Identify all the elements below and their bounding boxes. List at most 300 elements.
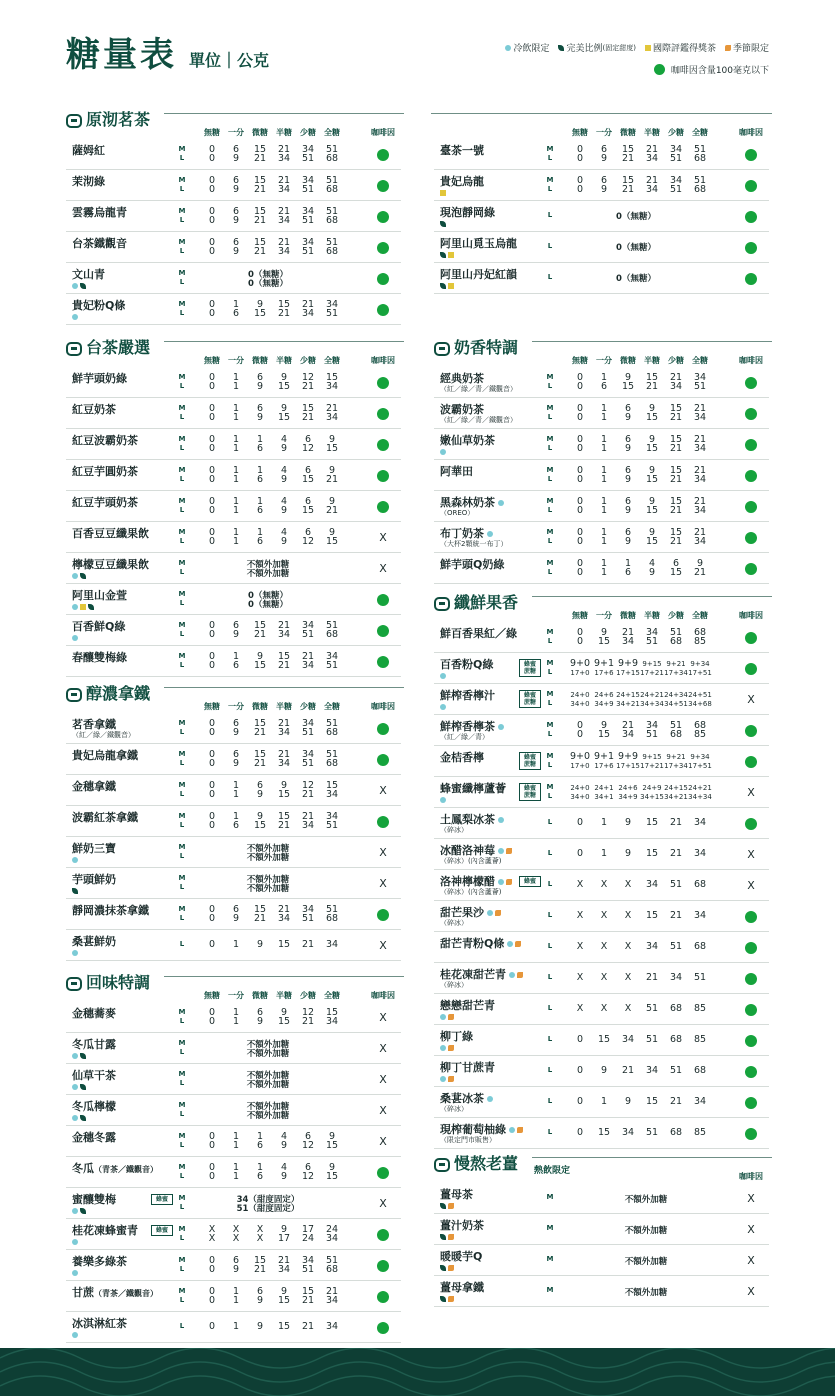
item-subtitle: （紅／綠／青／鐵觀音） [440,385,517,393]
item-name: 蜜釀雙梅 [72,1193,116,1206]
sugar-value: 0 [208,651,216,662]
sugar-note: 不額外加糖 [624,1257,668,1267]
table-row [66,775,401,806]
sugar-value: 17+0 [570,669,590,677]
sugar-value: 51 [669,153,683,164]
size-label: L [179,852,185,860]
size-label: L [179,1265,185,1273]
season-icon [506,848,512,854]
size-label: M [178,300,186,308]
caffeine-dot-icon [377,656,389,668]
sugar-value: 6 [256,536,264,547]
sugar-value: 9 [328,496,336,507]
size-label: L [547,1035,553,1043]
caffeine-dot-icon [745,563,757,575]
column-header-cell: 全糖 [692,356,708,365]
snow-icon [72,857,78,863]
caffeine-dot-icon [377,149,389,161]
snow-icon [498,500,504,506]
size-label: L [179,1141,185,1149]
size-label: L [179,759,185,767]
sugar-value: 34 [645,627,659,638]
size-label: L [547,413,553,421]
sugar-value: X [576,972,584,983]
size-label: M [546,404,554,412]
item-icons [72,1052,88,1059]
size-label: L [179,568,185,576]
item-name: 茗香拿鐵 [72,718,116,731]
sugar-value: 1 [600,443,608,454]
sugar-value: X [576,941,584,952]
size-label: L [179,1296,185,1304]
item-name: 蜂蜜纖檸蘆薈 [440,782,506,795]
sweetener-tag: 蜂蜜 蔗糖 [519,659,541,677]
leaf-icon [80,1208,86,1214]
sugar-value: 0 [208,184,216,195]
sugar-value: 9 [232,246,240,257]
caffeine-x-mark: X [379,1134,387,1148]
size-label: L [179,444,185,452]
table-row [66,899,401,930]
sugar-value: 51 [325,904,339,915]
sugar-value: 34 [693,910,707,921]
sugar-value: 1 [232,811,240,822]
sugar-value: 0 [576,184,584,195]
season-icon [517,972,523,978]
item-icons [72,313,80,320]
sugar-value: 15 [301,1286,315,1297]
sugar-value: 0 [208,904,216,915]
sugar-value: 1 [600,412,608,423]
sugar-value: 6 [232,206,240,217]
sugar-value: 15 [253,237,267,248]
sugar-value: 21 [253,727,267,738]
size-label: M [178,207,186,215]
sugar-value: 0 [576,443,584,454]
sugar-value: 21 [253,246,267,257]
sugar-value: 9 [696,558,704,569]
sugar-value: 9+9 [617,751,639,762]
sugar-value: 15 [597,729,611,740]
sugar-value: 0 [576,1127,584,1138]
sugar-value: 21 [301,299,315,310]
sugar-value: 1 [256,1131,264,1142]
table-row [66,1188,401,1219]
sugar-value: 15 [597,1034,611,1045]
sugar-value: 1 [232,1131,240,1142]
size-label: M [178,528,186,536]
sugar-value: 51 [669,184,683,195]
sugar-value: 21 [301,1295,315,1306]
sugar-value: X [624,910,632,921]
sugar-note: 不額外加糖 [246,1111,290,1121]
sugar-value: 51 [301,913,315,924]
sugar-value: 0 [576,817,584,828]
sugar-value: 0 [208,237,216,248]
size-label: L [179,914,185,922]
size-label: L [547,699,553,707]
sugar-value: 34 [301,237,315,248]
sugar-value: 6 [624,465,632,476]
sugar-value: 6 [672,558,680,569]
item-name: 桂花凍甜芒青 [440,966,525,982]
sugar-value: 21 [669,412,683,423]
column-header-caffeine: 咖啡因 [739,1172,763,1181]
size-label: L [547,973,553,981]
table-row [434,1276,769,1307]
sugar-value: 4 [280,1131,288,1142]
table-row [434,932,769,963]
sugar-value: 15 [253,1255,267,1266]
sugar-value: 9 [648,527,656,538]
sugar-value: 0 [208,913,216,924]
sugar-value: 0 [576,381,584,392]
sugar-value: 15 [253,718,267,729]
caffeine-x-mark: X [379,561,387,575]
column-header-cell: 少糖 [300,991,316,1000]
sugar-value: 21 [301,651,315,662]
sugar-value: 9 [328,434,336,445]
column-header-cell: 微糖 [620,128,636,137]
sugar-value: 1 [600,403,608,414]
table-row [434,398,769,429]
sugar-value: 68 [325,246,339,257]
item-icons [72,603,96,610]
size-label: M [178,1194,186,1202]
sugar-value: 9 [232,913,240,924]
sugar-value: 34+21 [664,793,688,801]
sugar-value: 9 [256,811,264,822]
sugar-value: 0 [208,474,216,485]
sugar-value: 6 [232,308,240,319]
sugar-value: 24+51 [688,691,712,699]
season-icon [725,45,731,51]
section-title-text: 慢熬老薑 [454,1154,519,1173]
sugar-value: 0 [208,718,216,729]
column-header-cell: 咖啡因 [739,611,763,620]
leaf-icon [440,1265,446,1271]
size-label: M [546,628,554,636]
caffeine-dot-icon [377,723,389,735]
sugar-value: 51 [301,758,315,769]
season-icon [448,1203,454,1209]
sugar-value: 21 [621,720,635,731]
size-label: M [546,721,554,729]
season-icon [495,910,501,916]
column-header-cell: 半糖 [276,702,292,711]
item-name: 茉沏綠 [72,175,105,188]
item-name: 甜芒青粉Q條 [440,935,523,951]
sugar-value: 34 [277,246,291,257]
sugar-value: 24+6 [594,691,614,699]
caffeine-x-mark: X [747,785,755,799]
item-icons [440,1295,456,1302]
sugar-value: 15 [253,820,267,831]
sugar-value: 34 [669,144,683,155]
snow-icon [507,941,513,947]
caffeine-dot-icon [377,1322,389,1334]
sugar-note: 0（無糖） [248,600,288,610]
sugar-value: 34 [621,636,635,647]
legend-item-snow [505,41,549,54]
sweetener-tag: 蜂蜜 蔗糖 [519,690,541,708]
column-header-cell: 無糖 [572,356,588,365]
sugar-value: 0 [208,206,216,217]
sugar-value: 34+0 [570,700,590,708]
sugar-value: 15 [253,144,267,155]
caffeine-x-mark: X [379,1103,387,1117]
sugar-value: 51 [669,941,683,952]
sugar-value: 0 [208,1162,216,1173]
table-row [434,777,769,808]
item-name: 百香粉Q綠 [440,658,494,671]
column-header [66,127,401,139]
section [66,110,401,325]
season-icon [515,941,521,947]
sugar-value: 6 [256,372,264,383]
table-row [66,615,401,646]
sugar-value: 68 [669,1003,683,1014]
sugar-value: 21 [325,474,339,485]
section-title-text: 回味特調 [86,973,151,992]
sugar-value: 6 [304,465,312,476]
caffeine-x-mark: X [747,847,755,861]
sugar-value: 21 [645,144,659,155]
sugar-value: 0 [208,412,216,423]
sugar-value: 15 [277,651,291,662]
sugar-value: 9 [256,651,264,662]
sugar-value: 9 [256,939,264,950]
snow-icon [440,1045,446,1051]
section [434,1154,769,1307]
column-header-cell: 咖啡因 [371,356,395,365]
sugar-value: 34 [301,620,315,631]
sugar-value: 6 [256,443,264,454]
column-header-cell: 微糖 [252,991,268,1000]
size-label: L [179,247,185,255]
sugar-value: 15 [277,381,291,392]
sugar-value: 15 [669,527,683,538]
column-header-cell: 少糖 [668,128,684,137]
item-name: 百香豆豆纖果飲 [72,527,149,540]
sugar-value: 1 [232,1016,240,1027]
sugar-value: 9 [232,758,240,769]
item-name: 現泡靜岡綠 [440,206,495,219]
size-label: M [178,621,186,629]
item-name: 冰淇淋紅茶 [72,1317,127,1330]
section-title-text: 台茶嚴選 [86,338,151,357]
sugar-value: 15 [325,536,339,547]
sugar-value: 15 [645,848,659,859]
sugar-value: 1 [600,558,608,569]
item-name-note: （青茶／鐵觀音） [94,1165,158,1174]
item-icons [440,1202,456,1209]
sugar-value: 24+21 [688,784,712,792]
sugar-value: 1 [600,474,608,485]
table-row [66,1064,401,1095]
snow-icon [72,573,78,579]
sugar-note: 不額外加糖 [246,1040,290,1050]
sugar-value: 51 [325,237,339,248]
sugar-value: 51 [301,184,315,195]
sugar-value: 1 [232,780,240,791]
sugar-value: 34 [301,749,315,760]
item-name: 薩姆紅 [72,144,105,157]
sugar-value: 1 [232,651,240,662]
snow-icon [440,673,446,679]
size-label: L [179,661,185,669]
sugar-value: 12 [301,1140,315,1151]
sugar-value: 21 [693,496,707,507]
table-row [434,684,769,715]
sugar-value: 21 [669,848,683,859]
sugar-value: 1 [600,817,608,828]
caffeine-dot-icon [745,973,757,985]
sugar-value: 9 [624,848,632,859]
table-row [66,139,401,170]
sugar-value: 51 [325,718,339,729]
sugar-value: 21 [277,749,291,760]
sugar-value: 0 [576,403,584,414]
sugar-value: 6 [256,403,264,414]
season-icon [448,1045,454,1051]
item-name: 鮮芋頭Q奶綠 [440,558,505,571]
sweetener-tag: 蜂蜜 [151,1194,173,1205]
leaf-icon [440,1203,446,1209]
caffeine-dot-icon [377,377,389,389]
table-row [434,1025,769,1056]
sugar-value: 0 [576,465,584,476]
sugar-value: 51 [325,660,339,671]
sugar-value: 51 [669,627,683,638]
sugar-value: 0 [208,1007,216,1018]
sugar-value: 9 [600,184,608,195]
sugar-value: 68 [669,1034,683,1045]
column-header-cell: 全糖 [324,128,340,137]
sugar-value: 0 [208,215,216,226]
snow-icon [72,1115,78,1121]
sugar-value: 1 [600,372,608,383]
sugar-value: 6 [304,496,312,507]
sugar-value: 0 [576,527,584,538]
section-divider [532,1157,772,1158]
size-label: M [546,373,554,381]
size-label: L [179,790,185,798]
sugar-value: 15 [253,308,267,319]
caffeine-x-mark: X [379,845,387,859]
snow-icon [72,1208,78,1214]
item-icons [72,856,80,863]
size-label: M [178,1256,186,1264]
column-header [434,127,769,139]
item-icons [72,949,80,956]
sugar-value: 9 [624,443,632,454]
item-subtitle: （碎冰） [440,981,468,989]
sugar-value: 15 [325,372,339,383]
sugar-value: 1 [600,1096,608,1107]
item-name: 現榨葡萄柚綠 [440,1121,525,1137]
caffeine-dot-icon [377,625,389,637]
sugar-value: 1 [232,403,240,414]
size-label: L [179,382,185,390]
legend-item-award [645,41,716,54]
section [66,684,401,961]
sugar-value: 34 [277,629,291,640]
size-label: M [178,874,186,882]
size-label: M [546,497,554,505]
sugar-value: 1 [232,474,240,485]
leaf-icon [72,888,78,894]
sugar-value: 17+21 [640,669,664,677]
leaf-icon [440,252,446,258]
sugar-value: 68 [325,913,339,924]
snow-icon [440,449,446,455]
size-label: L [179,1172,185,1180]
caffeine-x-mark: X [379,1010,387,1024]
sugar-value: 21 [253,1264,267,1275]
snow-icon [72,1332,78,1338]
section [434,338,769,584]
item-name: 貴妃烏龍 [440,175,484,188]
sugar-value: 21 [669,910,683,921]
item-name: 薑汁奶茶 [440,1219,484,1232]
section-leaf-icon [66,114,82,128]
sugar-value: 9 [280,1140,288,1151]
sugar-value: 34 [693,372,707,383]
column-header-cell: 一分 [228,128,244,137]
size-label: M [546,659,554,667]
sugar-value: 24+0 [570,784,590,792]
item-name: 土鳳梨冰茶 [440,811,506,827]
caffeine-x-mark: X [379,530,387,544]
item-icons [440,1044,456,1051]
sugar-value: 9+1 [593,751,615,762]
sugar-value: 9 [280,443,288,454]
caffeine-dot-icon [377,304,389,316]
sugar-value: 12 [301,372,315,383]
size-label: M [546,1193,554,1201]
table-row [66,646,401,677]
item-icons [440,1075,456,1082]
sugar-value: 6 [232,660,240,671]
table-row [66,263,401,294]
item-name: 嫩仙草奶茶 [440,434,495,447]
caffeine-dot-icon [377,909,389,921]
column-header-cell: 半糖 [644,128,660,137]
table-row [434,622,769,653]
item-name: 檸檬豆豆纖果飲 [72,558,149,571]
sugar-value: 6 [232,718,240,729]
table-row [434,553,769,584]
sugar-note: 不額外加糖 [246,569,290,579]
sweetener-tag: 蜂蜜 [519,876,541,887]
sugar-value: 12 [301,1171,315,1182]
sugar-value: 68 [325,629,339,640]
sugar-value: 17 [277,1233,291,1244]
sugar-value: 34 [693,1096,707,1107]
leaf-icon [440,1234,446,1240]
sugar-value: 1 [232,1140,240,1151]
sugar-value: 21 [621,153,635,164]
sugar-value: 17+6 [594,669,614,677]
caffeine-dot-icon [377,273,389,285]
size-label: L [179,599,185,607]
item-name: 桑葚鮮奶 [72,935,116,948]
sugar-value: 6 [304,434,312,445]
size-label: M [178,269,186,277]
item-icons [440,796,448,803]
sugar-value: 15 [277,412,291,423]
